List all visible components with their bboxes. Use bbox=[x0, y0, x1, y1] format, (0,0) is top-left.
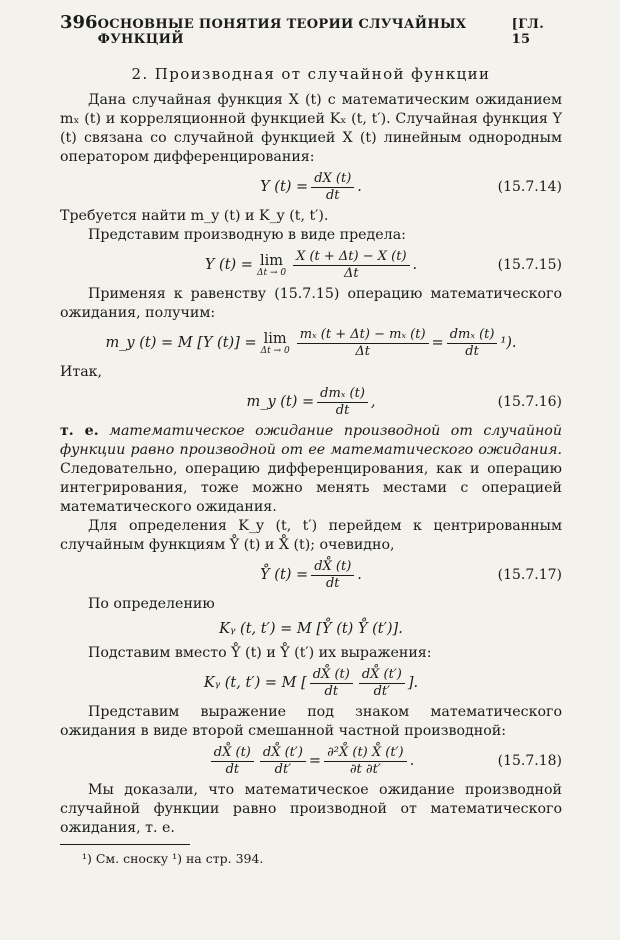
equation-tail: , bbox=[370, 394, 376, 410]
section-title: 2. Производная от случайной функции bbox=[131, 65, 491, 83]
numerator: dmₓ (t) bbox=[317, 386, 368, 403]
paragraph: Представим выражение под знаком математического ожидания в виде второй смешанной частной производной: bbox=[60, 704, 562, 739]
denominator: dt bbox=[465, 344, 479, 359]
fraction bbox=[359, 667, 405, 699]
page-number: 396 bbox=[60, 12, 98, 33]
denominator: ∂t ∂t′ bbox=[349, 762, 381, 777]
fraction bbox=[310, 667, 353, 699]
equation-lhs: Y (t) = bbox=[204, 257, 253, 273]
equation-number: (15.7.18) bbox=[497, 753, 562, 769]
fraction bbox=[311, 171, 354, 203]
denominator: dt bbox=[325, 188, 340, 203]
numerator: dX (t) bbox=[311, 171, 354, 188]
equation-15-7-14 bbox=[60, 167, 562, 207]
equation-tail: . bbox=[409, 753, 415, 769]
numerator: ∂²X̊ (t) X̊ (t′) bbox=[324, 745, 407, 762]
limit bbox=[257, 253, 286, 278]
fraction bbox=[317, 386, 368, 418]
denominator: dt bbox=[335, 403, 350, 418]
equation-number: (15.7.16) bbox=[497, 394, 562, 410]
fraction bbox=[211, 745, 254, 777]
equation-lhs: m_y (t) = bbox=[246, 394, 315, 410]
equation-15-7-17 bbox=[60, 555, 562, 595]
equation-number: (15.7.14) bbox=[497, 179, 562, 195]
paragraph: Требуется найти m_y (t) и K_y (t, t′). bbox=[60, 208, 329, 224]
equation-number: (15.7.17) bbox=[497, 567, 562, 583]
paragraph: Мы доказали, что математическое ожидание производной случайной функции равно производной от математического ожидания, т. е. bbox=[60, 782, 562, 836]
equation-tail: . bbox=[357, 567, 362, 583]
numerator: dX̊ (t′) bbox=[359, 667, 405, 684]
paragraph: Применяя к равенству (15.7.15) операцию математического ожидания, получим: bbox=[60, 286, 562, 321]
numerator: dX̊ (t) bbox=[310, 667, 353, 684]
equation-15-7-18 bbox=[60, 741, 562, 781]
limit-word: lim bbox=[263, 330, 287, 347]
fraction bbox=[311, 559, 354, 591]
lead-text: т. е. bbox=[60, 423, 99, 439]
equation-15-7-15 bbox=[60, 245, 562, 285]
limit-subscript: Δt → 0 bbox=[260, 345, 290, 356]
equation-correlation-substituted bbox=[60, 663, 562, 703]
limit-word: lim bbox=[260, 252, 284, 269]
fraction bbox=[260, 745, 306, 777]
paragraph: Подставим вместо Y̊ (t) и Y̊ (t′) их выражения: bbox=[88, 645, 432, 661]
paragraph-rest: Следовательно, операцию дифференцирования, как и операцию интегрирования, тоже можно менять местами с операцией математического ожидания. bbox=[60, 461, 562, 515]
equation-15-7-16 bbox=[60, 382, 562, 422]
chapter-label: [ГЛ. 15 bbox=[511, 17, 545, 47]
equation-lhs: Y (t) = bbox=[260, 179, 309, 195]
fraction bbox=[293, 249, 409, 281]
footnote-divider bbox=[60, 844, 190, 845]
paragraph: Дана случайная функция X (t) с математическим ожиданием mₓ (t) и корреляционной функцией Kₓ (t, t′). Случайная функция Y (t) связана со случайной функцией X (t) линейным однородным оператором дифференцирования: bbox=[60, 92, 562, 165]
paragraph: Итак, bbox=[60, 364, 103, 380]
denominator: dt bbox=[324, 684, 339, 699]
equals-sign: = bbox=[431, 335, 444, 351]
equation-tail: ]. bbox=[407, 675, 419, 691]
fraction bbox=[297, 327, 429, 359]
limit-subscript: Δt → 0 bbox=[256, 267, 287, 278]
equation-lhs: Y̊ (t) = bbox=[260, 567, 309, 583]
denominator: Δt bbox=[343, 266, 359, 281]
equation-tail: . bbox=[412, 257, 418, 273]
limit bbox=[261, 331, 290, 356]
emphasized-statement: математическое ожидание производной от случайной функции равно производной от ее математического ожидания. bbox=[60, 423, 562, 458]
denominator: dt bbox=[225, 762, 240, 777]
numerator: dX̊ (t) bbox=[211, 745, 254, 762]
equation-correlation-definition bbox=[60, 614, 562, 644]
fraction bbox=[324, 745, 407, 777]
equation-lhs: m_y (t) = M [Y (t)] = bbox=[105, 335, 257, 351]
paragraph: Для определения K_y (t, t′) перейдем к центрированным случайным функциям Y̊ (t) и X̊ (t); очевидно, bbox=[60, 518, 562, 553]
running-title: ОСНОВНЫЕ ПОНЯТИЯ ТЕОРИИ СЛУЧАЙНЫХ ФУНКЦИЙ bbox=[97, 17, 467, 47]
equation-text: Kᵧ (t, t′) = M [Y̊ (t) Y̊ (t′)]. bbox=[219, 621, 403, 637]
numerator: dX̊ (t) bbox=[311, 559, 354, 576]
numerator: X (t + Δt) − X (t) bbox=[293, 249, 409, 266]
denominator: dt′ bbox=[274, 762, 292, 777]
footnote: ¹) См. сноску ¹) на стр. 394. bbox=[82, 851, 264, 866]
numerator: dmₓ (t) bbox=[447, 327, 498, 344]
denominator: dt bbox=[325, 576, 340, 591]
paragraph-conclusion bbox=[60, 422, 562, 517]
numerator: mₓ (t + Δt) − mₓ (t) bbox=[297, 327, 429, 344]
denominator: Δt bbox=[355, 344, 370, 359]
equation-lhs: Kᵧ (t, t′) = M [ bbox=[203, 675, 307, 691]
fraction bbox=[447, 327, 498, 359]
equation-number: (15.7.15) bbox=[497, 257, 562, 273]
equation-tail: ¹). bbox=[500, 335, 517, 351]
running-head bbox=[60, 12, 562, 47]
numerator: dX̊ (t′) bbox=[260, 745, 306, 762]
equals-sign: = bbox=[308, 753, 322, 769]
equation-tail: . bbox=[357, 179, 362, 195]
equation-mean-derivative bbox=[60, 323, 562, 363]
paragraph: По определению bbox=[88, 596, 215, 612]
denominator: dt′ bbox=[373, 684, 391, 699]
paragraph: Представим производную в виде предела: bbox=[88, 227, 406, 243]
